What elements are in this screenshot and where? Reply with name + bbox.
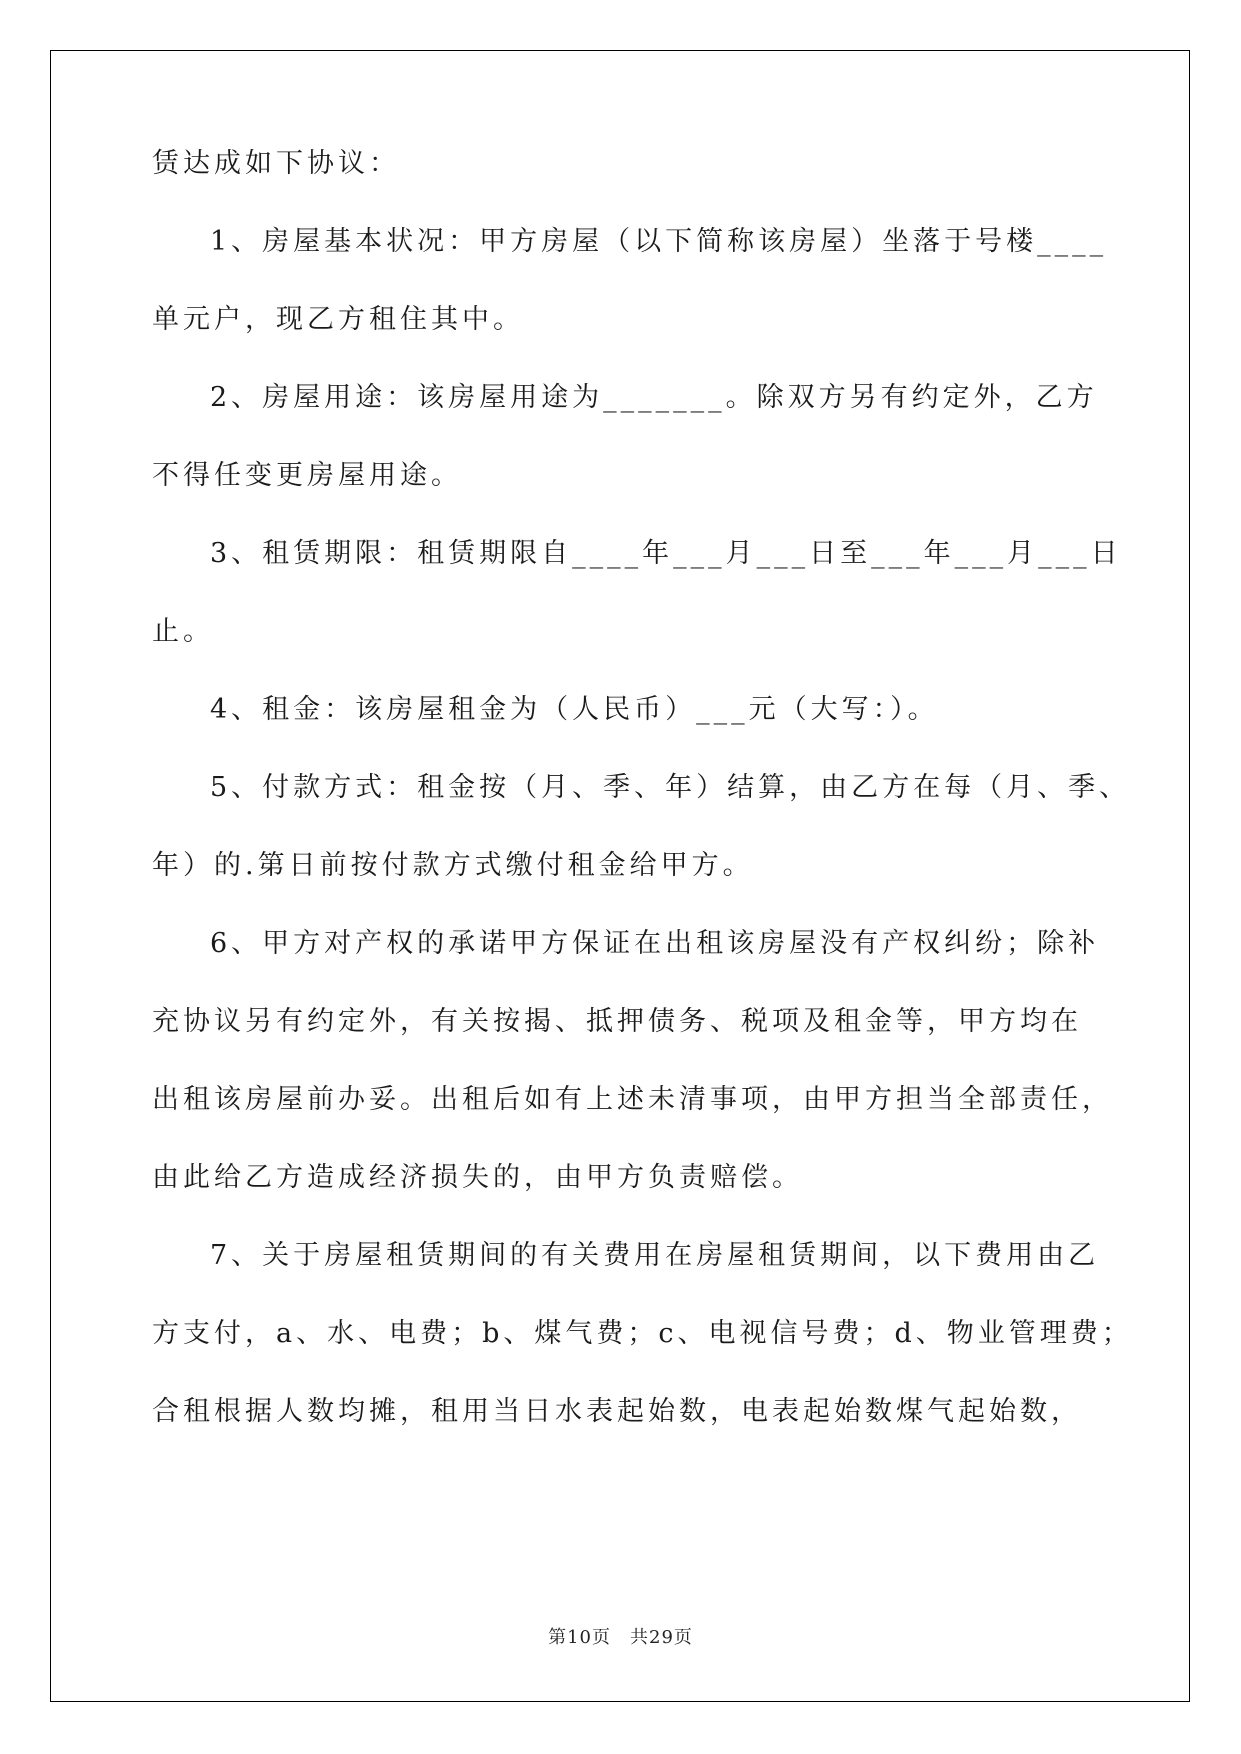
text-line: 合租根据人数均摊，租用当日水表起始数，电表起始数煤气起始数， <box>152 1396 1082 1427</box>
clause-2-line: 2、房屋用途：该房屋用途为_______。除双方另有约定外，乙方 <box>210 382 1098 413</box>
clause-7-line: 7、关于房屋租赁期间的有关费用在房屋租赁期间，以下费用由乙 <box>210 1240 1100 1271</box>
text-line: 出租该房屋前办妥。出租后如有上述未清事项，由甲方担当全部责任， <box>152 1084 1113 1115</box>
text-line: 赁达成如下协议： <box>152 148 400 179</box>
text-line: 单元户，现乙方租住其中。 <box>152 304 524 335</box>
clause-5-line: 5、付款方式：租金按（月、季、年）结算，由乙方在每（月、季、 <box>210 772 1131 803</box>
document-body <box>152 148 1133 1476</box>
text-line: 充协议另有约定外，有关按揭、抵押债务、税项及租金等，甲方均在 <box>152 1006 1082 1037</box>
text-line: 止。 <box>152 616 214 647</box>
clause-4-line: 4、租金：该房屋租金为（人民币）___元（大写：）。 <box>210 694 939 725</box>
text-line: 由此给乙方造成经济损失的，由甲方负责赔偿。 <box>152 1162 803 1193</box>
clause-6-line: 6、甲方对产权的承诺甲方保证在出租该房屋没有产权纠纷；除补 <box>210 928 1100 959</box>
clause-1-line: 1、房屋基本状况：甲方房屋（以下简称该房屋）坐落于号楼____ <box>210 226 1108 257</box>
text-line: 方支付，a、水、电费；b、煤气费；c、电视信号费；d、物业管理费； <box>152 1318 1133 1349</box>
text-line: 不得任变更房屋用途。 <box>152 460 462 491</box>
text-line: 年）的.第日前按付款方式缴付租金给甲方。 <box>152 850 754 881</box>
clause-3-line: 3、租赁期限：租赁期限自____年___月___日至___年___月___日 <box>210 538 1122 569</box>
page-number-footer: 第10页 共29页 <box>548 1627 693 1648</box>
